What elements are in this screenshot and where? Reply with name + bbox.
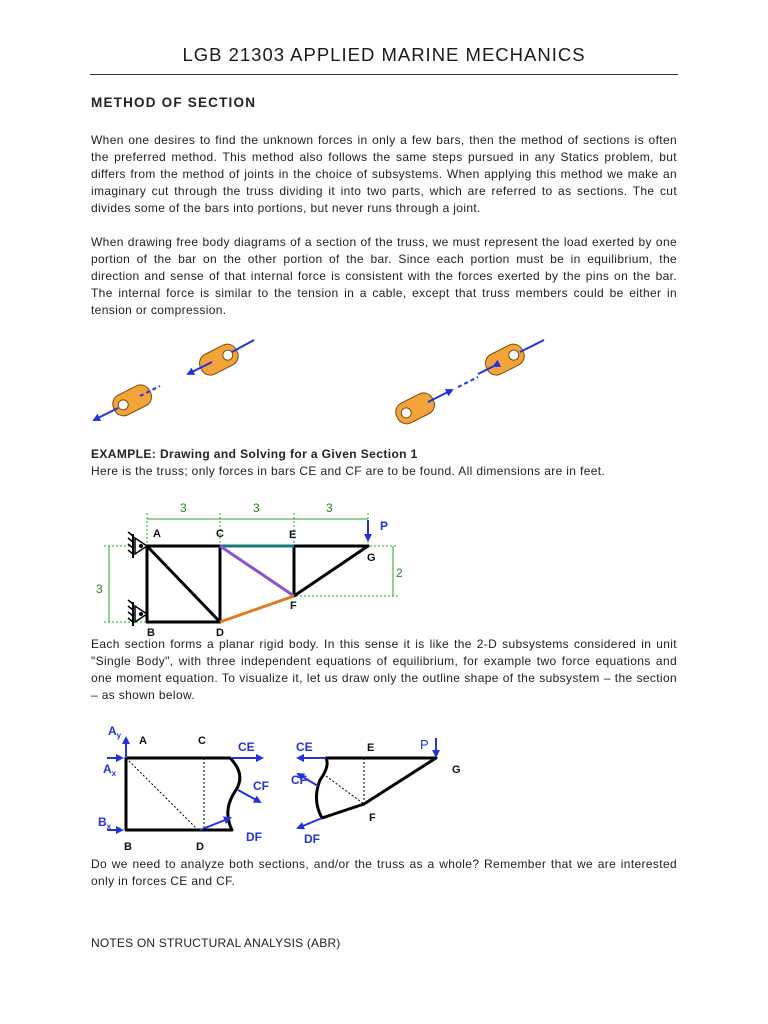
- section-label-c: C: [198, 735, 206, 747]
- section-label-p: P: [420, 737, 429, 752]
- joint-label-f: F: [290, 600, 297, 612]
- section-label-f: F: [369, 812, 376, 824]
- paragraph-question: Do we need to analyze both sections, and/or the truss as a whole? Remember that we are interested only in forces CE and CF.: [91, 857, 677, 888]
- section-label-g: G: [452, 764, 461, 776]
- label-bx: [98, 815, 112, 831]
- label-bx-main: B: [98, 815, 107, 829]
- dimension-label-height-right: 2: [396, 566, 403, 580]
- dimension-label-ce: 3: [253, 501, 260, 515]
- label-ax-main: A: [103, 762, 112, 776]
- joint-label-c: C: [216, 528, 224, 540]
- left-section-outline: [126, 758, 240, 830]
- force-df-right-arrow: [298, 818, 322, 828]
- joint-label-d: D: [216, 627, 224, 639]
- label-ay-sub: y: [116, 731, 122, 740]
- joint-label-a: A: [153, 528, 161, 540]
- example-text: Here is the truss; only forces in bars CE and CF are to be found. All dimensions are in feet.: [91, 464, 606, 478]
- right-section-outline: [316, 758, 436, 818]
- paragraph-section-body: Each section forms a planar rigid body. In this sense it is like the 2-D subsystems considered in unit "Single Body", with three independent equations of equilibrium, for example two force equations and one moment equation. To visualize it, let us draw only the outline shape of the subsystem – the section – as shown below.: [91, 637, 677, 702]
- paragraph-free-body: When drawing free body diagrams of a section of the truss, we must represent the load exerted by one portion of the bar on the other portion of the bar. Since each portion must be in equilibrium, the direction and sense of that internal force is consistent with the forces exerted by the pins on the bar. The internal force is similar to the tension in a cable, except that truss members could be either in tension or compression.: [91, 235, 677, 317]
- label-ax: [103, 762, 117, 778]
- section-label-a: A: [139, 735, 147, 747]
- joint-label-e: E: [289, 529, 297, 541]
- example-title: EXAMPLE: Drawing and Solving for a Given Section 1: [91, 447, 418, 461]
- joint-label-g: G: [367, 552, 376, 564]
- dimension-label-height-left: 3: [96, 582, 103, 596]
- label-ay: [108, 724, 122, 740]
- label-ce-right: CE: [296, 740, 313, 754]
- dimension-label-ac: 3: [180, 501, 187, 515]
- section-label-e: E: [367, 742, 375, 754]
- label-df-left: DF: [246, 830, 262, 844]
- label-df-right: DF: [304, 832, 320, 846]
- section-label-b: B: [124, 841, 132, 853]
- label-ce-left: CE: [238, 740, 255, 754]
- page-header-title: LGB 21303 APPLIED MARINE MECHANICS: [182, 44, 586, 65]
- section-label-d: D: [196, 841, 204, 853]
- label-cf-left: CF: [253, 779, 269, 793]
- page-footer: NOTES ON STRUCTURAL ANALYSIS (ABR): [91, 936, 341, 950]
- label-ax-sub: x: [111, 769, 117, 778]
- section-title: METHOD OF SECTION: [91, 95, 257, 110]
- label-ay-main: A: [108, 724, 117, 738]
- joint-label-b: B: [147, 627, 155, 639]
- dimension-label-eg: 3: [326, 501, 333, 515]
- paragraph-intro: When one desires to find the unknown forces in only a few bars, then the method of sections is often the preferred method. This method also follows the same steps pursued in any Statics problem, but differs from the method of joints in the choice of subsystems. When applying this method we make an imaginary cut through the truss dividing it into two parts, which are referred to as sections. The cut divides some of the bars into portions, but never runs through a joint.: [91, 133, 677, 215]
- label-bx-sub: x: [106, 822, 112, 831]
- load-label-p: P: [380, 519, 389, 533]
- label-cf-right: CF: [291, 773, 307, 787]
